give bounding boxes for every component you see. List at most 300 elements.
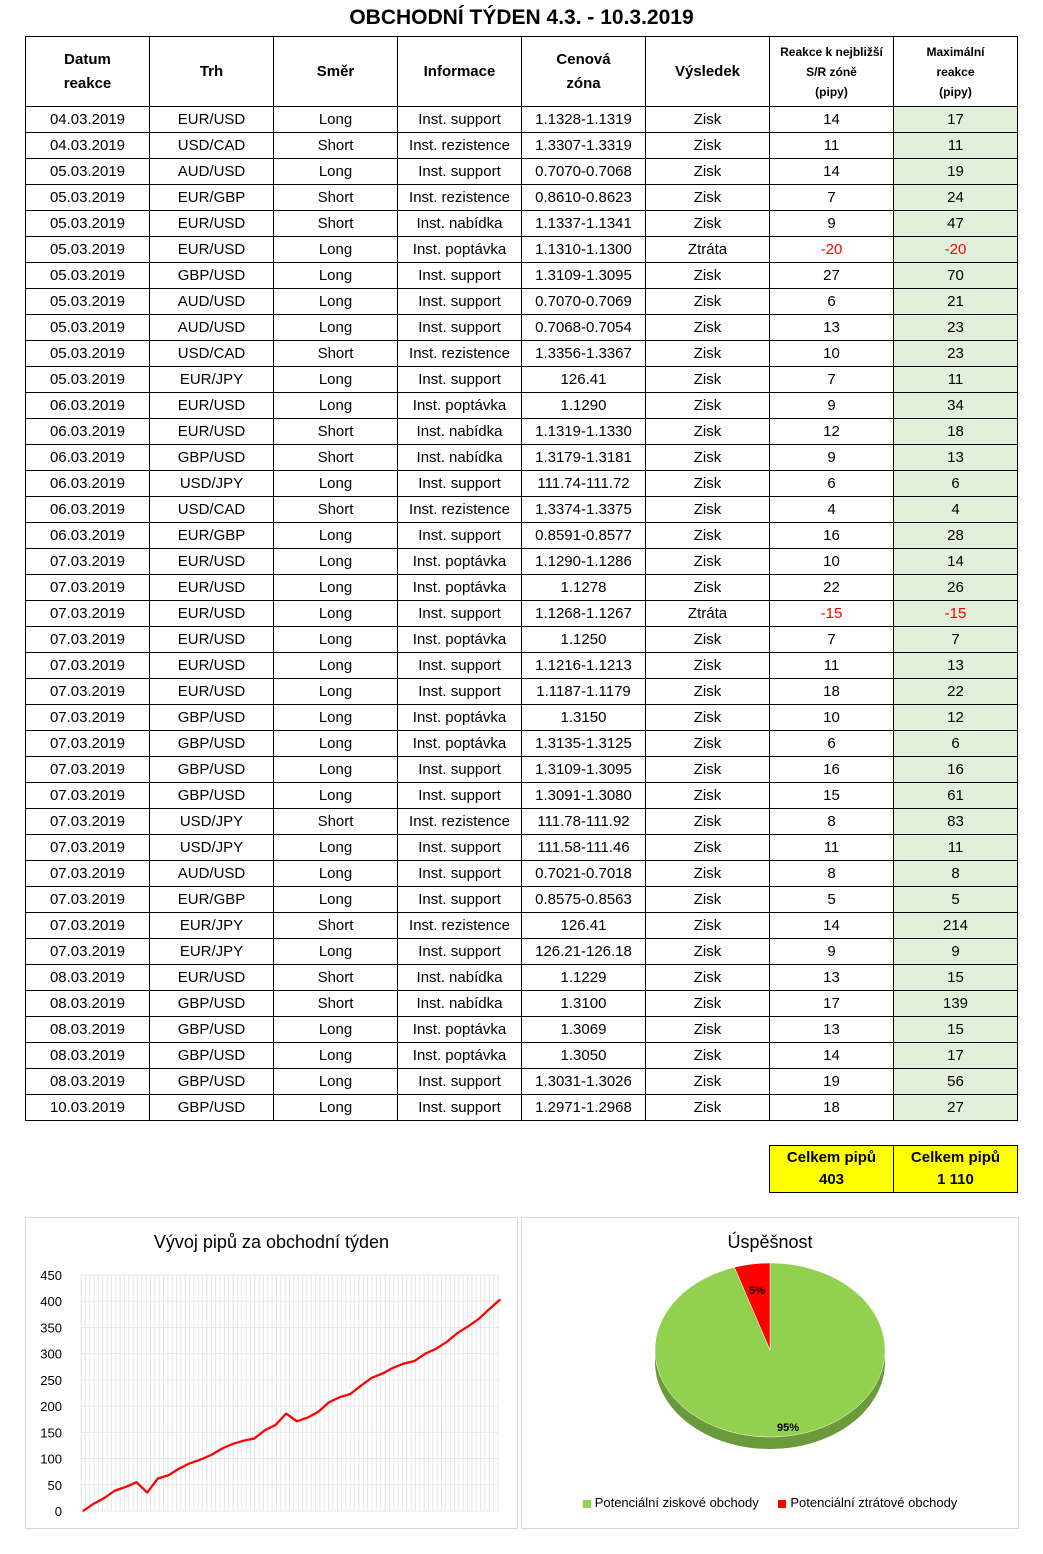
cell-market: GBP/USD xyxy=(150,991,274,1017)
cell-info: Inst. support xyxy=(398,367,522,393)
cell-result: Zisk xyxy=(646,185,770,211)
cell-info: Inst. support xyxy=(398,315,522,341)
cell-direction: Long xyxy=(274,107,398,133)
cell-max: 22 xyxy=(894,679,1018,705)
cell-reaction: 9 xyxy=(770,939,894,965)
cell-info: Inst. support xyxy=(398,159,522,185)
cell-date: 07.03.2019 xyxy=(26,913,150,939)
cell-reaction: 6 xyxy=(770,471,894,497)
cell-zone: 0.7021-0.7018 xyxy=(522,861,646,887)
cell-max: 70 xyxy=(894,263,1018,289)
cell-zone: 126.41 xyxy=(522,367,646,393)
cell-direction: Long xyxy=(274,887,398,913)
cell-max: 11 xyxy=(894,835,1018,861)
cell-date: 05.03.2019 xyxy=(26,289,150,315)
cell-result: Zisk xyxy=(646,705,770,731)
cell-result: Zisk xyxy=(646,913,770,939)
data-point xyxy=(221,1448,223,1450)
cell-result: Zisk xyxy=(646,757,770,783)
table-row xyxy=(26,575,1018,601)
cell-zone: 126.41 xyxy=(522,913,646,939)
line-chart-panel xyxy=(25,1217,518,1529)
cell-direction: Short xyxy=(274,133,398,159)
cell-info: Inst. support xyxy=(398,601,522,627)
cell-zone: 1.1268-1.1267 xyxy=(522,601,646,627)
table-row xyxy=(26,471,1018,497)
cell-info: Inst. support xyxy=(398,757,522,783)
table-row xyxy=(26,159,1018,185)
total-max xyxy=(894,1146,1018,1193)
total-reaction xyxy=(770,1146,894,1193)
cell-result: Zisk xyxy=(646,393,770,419)
cell-result: Zisk xyxy=(646,1069,770,1095)
cell-date: 06.03.2019 xyxy=(26,445,150,471)
cell-max: 34 xyxy=(894,393,1018,419)
cell-result: Zisk xyxy=(646,991,770,1017)
cell-market: GBP/USD xyxy=(150,263,274,289)
cell-zone: 111.78-111.92 xyxy=(522,809,646,835)
cell-zone: 1.2971-1.2968 xyxy=(522,1095,646,1121)
cell-reaction: 9 xyxy=(770,211,894,237)
cell-market: GBP/USD xyxy=(150,1095,274,1121)
cell-info: Inst. support xyxy=(398,523,522,549)
cell-direction: Long xyxy=(274,393,398,419)
y-tick-label: 200 xyxy=(40,1399,62,1415)
cell-reaction: 17 xyxy=(770,991,894,1017)
cell-date: 05.03.2019 xyxy=(26,263,150,289)
cell-result: Ztráta xyxy=(646,601,770,627)
table-row xyxy=(26,341,1018,367)
cell-result: Zisk xyxy=(646,107,770,133)
table-row xyxy=(26,653,1018,679)
cell-market: USD/JPY xyxy=(150,471,274,497)
cell-market: EUR/USD xyxy=(150,653,274,679)
data-point xyxy=(189,1462,191,1464)
cell-zone: 1.3091-1.3080 xyxy=(522,783,646,809)
cell-reaction: 9 xyxy=(770,393,894,419)
cell-market: USD/CAD xyxy=(150,341,274,367)
cell-date: 07.03.2019 xyxy=(26,757,150,783)
cell-direction: Long xyxy=(274,861,398,887)
cell-zone: 1.1290 xyxy=(522,393,646,419)
cell-result: Zisk xyxy=(646,887,770,913)
data-point xyxy=(446,1341,448,1343)
cell-max: 61 xyxy=(894,783,1018,809)
table-row xyxy=(26,1069,1018,1095)
cell-reaction: 11 xyxy=(770,653,894,679)
cell-result: Zisk xyxy=(646,861,770,887)
data-point xyxy=(307,1417,309,1419)
table-row xyxy=(26,705,1018,731)
cell-reaction: 14 xyxy=(770,159,894,185)
cell-zone: 1.3031-1.3026 xyxy=(522,1069,646,1095)
cell-date: 06.03.2019 xyxy=(26,497,150,523)
cell-zone: 0.7070-0.7068 xyxy=(522,159,646,185)
cell-date: 07.03.2019 xyxy=(26,705,150,731)
data-point xyxy=(146,1492,148,1494)
table-row xyxy=(26,627,1018,653)
cell-zone: 1.1250 xyxy=(522,627,646,653)
cell-reaction: 18 xyxy=(770,679,894,705)
cell-direction: Short xyxy=(274,211,398,237)
totals-table xyxy=(769,1145,1018,1193)
cell-max: 19 xyxy=(894,159,1018,185)
cell-result: Zisk xyxy=(646,289,770,315)
data-point xyxy=(178,1468,180,1470)
cell-max: 27 xyxy=(894,1095,1018,1121)
cell-market: EUR/USD xyxy=(150,965,274,991)
cell-info: Inst. poptávka xyxy=(398,393,522,419)
cell-max: 139 xyxy=(894,991,1018,1017)
total-reaction-value: 403 xyxy=(818,1171,845,1188)
cell-direction: Long xyxy=(274,263,398,289)
cell-result: Zisk xyxy=(646,133,770,159)
cell-market: AUD/USD xyxy=(150,861,274,887)
cell-info: Inst. nabídka xyxy=(398,445,522,471)
header-info: Informace xyxy=(398,37,522,107)
cell-market: USD/JPY xyxy=(150,809,274,835)
cell-info: Inst. poptávka xyxy=(398,627,522,653)
data-point xyxy=(317,1411,319,1413)
cell-result: Zisk xyxy=(646,783,770,809)
cell-max: 21 xyxy=(894,289,1018,315)
cell-info: Inst. rezistence xyxy=(398,133,522,159)
pie-chart-title: Úspěšnost xyxy=(727,1232,813,1252)
cell-market: AUD/USD xyxy=(150,159,274,185)
cell-date: 06.03.2019 xyxy=(26,471,150,497)
cell-date: 07.03.2019 xyxy=(26,627,150,653)
cell-info: Inst. support xyxy=(398,471,522,497)
cell-reaction: 10 xyxy=(770,705,894,731)
data-point xyxy=(382,1373,384,1375)
cell-direction: Short xyxy=(274,185,398,211)
cell-zone: 1.1310-1.1300 xyxy=(522,237,646,263)
data-point xyxy=(456,1332,458,1334)
cell-market: GBP/USD xyxy=(150,445,274,471)
cell-direction: Short xyxy=(274,991,398,1017)
cell-zone: 1.3356-1.3367 xyxy=(522,341,646,367)
table-row xyxy=(26,1095,1018,1121)
cell-info: Inst. poptávka xyxy=(398,705,522,731)
table-row xyxy=(26,835,1018,861)
cell-max: 13 xyxy=(894,445,1018,471)
cell-direction: Long xyxy=(274,939,398,965)
cell-result: Zisk xyxy=(646,1017,770,1043)
cell-result: Zisk xyxy=(646,549,770,575)
cell-direction: Long xyxy=(274,159,398,185)
cell-zone: 1.3374-1.3375 xyxy=(522,497,646,523)
cell-direction: Long xyxy=(274,731,398,757)
legend-item-profit xyxy=(583,1495,759,1510)
cell-direction: Long xyxy=(274,627,398,653)
cell-direction: Long xyxy=(274,1095,398,1121)
data-point xyxy=(253,1438,255,1440)
legend-label-profit: Potenciální ziskové obchody xyxy=(594,1495,759,1510)
cell-direction: Long xyxy=(274,679,398,705)
cell-date: 05.03.2019 xyxy=(26,341,150,367)
cell-direction: Short xyxy=(274,341,398,367)
header-direction: Směr xyxy=(274,37,398,107)
cell-info: Inst. poptávka xyxy=(398,237,522,263)
cell-date: 08.03.2019 xyxy=(26,1043,150,1069)
cell-info: Inst. rezistence xyxy=(398,809,522,835)
cell-info: Inst. nabídka xyxy=(398,965,522,991)
trades-table xyxy=(25,36,1018,1121)
cell-zone: 1.3050 xyxy=(522,1043,646,1069)
cell-reaction: 18 xyxy=(770,1095,894,1121)
table-row xyxy=(26,237,1018,263)
table-row xyxy=(26,549,1018,575)
cell-zone: 1.3150 xyxy=(522,705,646,731)
line-chart-title: Vývoj pipů za obchodní týden xyxy=(153,1232,390,1252)
data-point xyxy=(499,1299,501,1301)
cell-result: Zisk xyxy=(646,211,770,237)
header-market: Trh xyxy=(150,37,274,107)
cell-max: 17 xyxy=(894,107,1018,133)
cell-zone: 0.7068-0.7054 xyxy=(522,315,646,341)
cell-direction: Long xyxy=(274,835,398,861)
cell-date: 07.03.2019 xyxy=(26,679,150,705)
data-point xyxy=(232,1443,234,1445)
cell-max: 23 xyxy=(894,315,1018,341)
cell-market: EUR/JPY xyxy=(150,913,274,939)
legend-item-loss xyxy=(778,1495,957,1510)
cell-date: 05.03.2019 xyxy=(26,237,150,263)
cell-reaction: 22 xyxy=(770,575,894,601)
y-tick-label: 450 xyxy=(40,1268,62,1283)
header-result: Výsledek xyxy=(646,37,770,107)
table-row xyxy=(26,679,1018,705)
cell-result: Zisk xyxy=(646,367,770,393)
cell-direction: Short xyxy=(274,445,398,471)
data-point xyxy=(403,1363,405,1365)
y-tick-label: 350 xyxy=(40,1320,62,1336)
data-point xyxy=(435,1348,437,1350)
cell-market: EUR/USD xyxy=(150,679,274,705)
cell-date: 08.03.2019 xyxy=(26,1069,150,1095)
cell-info: Inst. rezistence xyxy=(398,341,522,367)
cell-zone: 111.74-111.72 xyxy=(522,471,646,497)
cell-date: 04.03.2019 xyxy=(26,107,150,133)
cell-info: Inst. nabídka xyxy=(398,991,522,1017)
cell-reaction: 16 xyxy=(770,757,894,783)
cell-market: EUR/USD xyxy=(150,211,274,237)
cell-reaction: 8 xyxy=(770,861,894,887)
cell-direction: Long xyxy=(274,471,398,497)
table-row xyxy=(26,887,1018,913)
data-point xyxy=(200,1459,202,1461)
cell-max: 24 xyxy=(894,185,1018,211)
cell-max: 18 xyxy=(894,419,1018,445)
cell-result: Zisk xyxy=(646,497,770,523)
cell-info: Inst. nabídka xyxy=(398,419,522,445)
cell-result: Zisk xyxy=(646,523,770,549)
pie-label-profit: 95% xyxy=(776,1422,800,1434)
table-row xyxy=(26,731,1018,757)
cell-date: 05.03.2019 xyxy=(26,367,150,393)
cell-info: Inst. poptávka xyxy=(398,1043,522,1069)
data-point xyxy=(478,1318,480,1320)
cell-result: Zisk xyxy=(646,1043,770,1069)
cell-date: 06.03.2019 xyxy=(26,419,150,445)
cell-market: AUD/USD xyxy=(150,315,274,341)
cell-market: EUR/USD xyxy=(150,393,274,419)
header-reaction: Reakce k nejbližší S/R zóně (pipy) xyxy=(770,37,894,107)
cell-reaction: 13 xyxy=(770,1017,894,1043)
cell-max: 23 xyxy=(894,341,1018,367)
cell-zone: 1.3100 xyxy=(522,991,646,1017)
cell-info: Inst. poptávka xyxy=(398,575,522,601)
cell-result: Ztráta xyxy=(646,237,770,263)
cell-market: EUR/JPY xyxy=(150,939,274,965)
header-max: Maximální reakce (pipy) xyxy=(894,37,1018,107)
cell-max: 26 xyxy=(894,575,1018,601)
table-row xyxy=(26,1017,1018,1043)
cell-direction: Long xyxy=(274,523,398,549)
cell-info: Inst. support xyxy=(398,887,522,913)
y-tick-label: 0 xyxy=(54,1504,62,1519)
cell-zone: 1.1187-1.1179 xyxy=(522,679,646,705)
data-point xyxy=(489,1308,491,1310)
cell-direction: Long xyxy=(274,367,398,393)
cell-reaction: 16 xyxy=(770,523,894,549)
total-reaction-label: Celkem pipů xyxy=(786,1149,877,1166)
cell-date: 07.03.2019 xyxy=(26,835,150,861)
cell-result: Zisk xyxy=(646,939,770,965)
cell-max: 16 xyxy=(894,757,1018,783)
cell-max: 17 xyxy=(894,1043,1018,1069)
cell-reaction: 13 xyxy=(770,965,894,991)
cell-info: Inst. support xyxy=(398,939,522,965)
data-point xyxy=(467,1326,469,1328)
cell-result: Zisk xyxy=(646,159,770,185)
cell-market: EUR/USD xyxy=(150,549,274,575)
cell-reaction: 8 xyxy=(770,809,894,835)
cell-reaction: -20 xyxy=(770,237,894,263)
total-max-value: 1 110 xyxy=(937,1171,974,1188)
table-row xyxy=(26,133,1018,159)
table-row xyxy=(26,523,1018,549)
table-row xyxy=(26,809,1018,835)
cell-market: EUR/USD xyxy=(150,627,274,653)
cell-result: Zisk xyxy=(646,653,770,679)
cell-max: 4 xyxy=(894,497,1018,523)
cell-direction: Long xyxy=(274,757,398,783)
cell-date: 05.03.2019 xyxy=(26,211,150,237)
cell-date: 07.03.2019 xyxy=(26,939,150,965)
cell-reaction: 7 xyxy=(770,367,894,393)
table-row xyxy=(26,367,1018,393)
cell-reaction: 9 xyxy=(770,445,894,471)
cell-date: 10.03.2019 xyxy=(26,1095,150,1121)
cell-date: 07.03.2019 xyxy=(26,653,150,679)
cell-reaction: 19 xyxy=(770,1069,894,1095)
data-point xyxy=(285,1413,287,1415)
cell-zone: 1.1328-1.1319 xyxy=(522,107,646,133)
cell-date: 07.03.2019 xyxy=(26,731,150,757)
cell-direction: Short xyxy=(274,913,398,939)
cell-direction: Long xyxy=(274,1043,398,1069)
cell-market: GBP/USD xyxy=(150,731,274,757)
table-row xyxy=(26,419,1018,445)
cell-info: Inst. rezistence xyxy=(398,913,522,939)
cell-zone: 0.8575-0.8563 xyxy=(522,887,646,913)
total-max-label: Celkem pipů xyxy=(910,1149,1001,1166)
cell-max: -20 xyxy=(894,237,1018,263)
cell-zone: 1.1229 xyxy=(522,965,646,991)
y-tick-label: 300 xyxy=(40,1346,62,1362)
data-point xyxy=(275,1424,277,1426)
cell-reaction: -15 xyxy=(770,601,894,627)
cell-date: 07.03.2019 xyxy=(26,861,150,887)
cell-market: EUR/USD xyxy=(150,575,274,601)
table-row xyxy=(26,861,1018,887)
cell-date: 07.03.2019 xyxy=(26,575,150,601)
data-point xyxy=(360,1385,362,1387)
cell-max: 6 xyxy=(894,731,1018,757)
data-point xyxy=(339,1396,341,1398)
cell-market: USD/CAD xyxy=(150,497,274,523)
data-point xyxy=(125,1486,127,1488)
cell-direction: Long xyxy=(274,315,398,341)
header-zone: Cenová zóna xyxy=(522,37,646,107)
cell-market: EUR/GBP xyxy=(150,185,274,211)
cell-info: Inst. support xyxy=(398,263,522,289)
cell-market: GBP/USD xyxy=(150,705,274,731)
legend-swatch-loss xyxy=(778,1500,786,1508)
cell-date: 07.03.2019 xyxy=(26,809,150,835)
cell-zone: 1.3307-1.3319 xyxy=(522,133,646,159)
cell-zone: 1.3109-1.3095 xyxy=(522,757,646,783)
table-row xyxy=(26,939,1018,965)
cell-market: EUR/GBP xyxy=(150,523,274,549)
y-tick-label: 400 xyxy=(40,1294,62,1310)
cell-max: 11 xyxy=(894,367,1018,393)
cell-result: Zisk xyxy=(646,679,770,705)
cell-info: Inst. support xyxy=(398,1095,522,1121)
data-point xyxy=(264,1429,266,1431)
cell-info: Inst. support xyxy=(398,835,522,861)
cell-zone: 1.1278 xyxy=(522,575,646,601)
cell-market: EUR/GBP xyxy=(150,887,274,913)
cell-zone: 1.1319-1.1330 xyxy=(522,419,646,445)
cell-date: 06.03.2019 xyxy=(26,393,150,419)
data-point xyxy=(157,1478,159,1480)
cell-info: Inst. nabídka xyxy=(398,211,522,237)
cell-direction: Short xyxy=(274,965,398,991)
data-point xyxy=(114,1490,116,1492)
pie-label-loss: 5% xyxy=(749,1285,765,1297)
cell-direction: Long xyxy=(274,653,398,679)
data-point xyxy=(211,1454,213,1456)
table-row xyxy=(26,1043,1018,1069)
cell-info: Inst. support xyxy=(398,783,522,809)
cell-zone: 0.8591-0.8577 xyxy=(522,523,646,549)
cell-date: 07.03.2019 xyxy=(26,601,150,627)
cell-zone: 1.3135-1.3125 xyxy=(522,731,646,757)
cell-result: Zisk xyxy=(646,471,770,497)
line-chart xyxy=(26,1218,517,1528)
cell-max: 12 xyxy=(894,705,1018,731)
cell-zone: 1.3179-1.3181 xyxy=(522,445,646,471)
table-row xyxy=(26,913,1018,939)
cell-direction: Long xyxy=(274,705,398,731)
table-row xyxy=(26,991,1018,1017)
cell-date: 07.03.2019 xyxy=(26,783,150,809)
cell-zone: 0.8610-0.8623 xyxy=(522,185,646,211)
cell-max: -15 xyxy=(894,601,1018,627)
cell-reaction: 7 xyxy=(770,627,894,653)
